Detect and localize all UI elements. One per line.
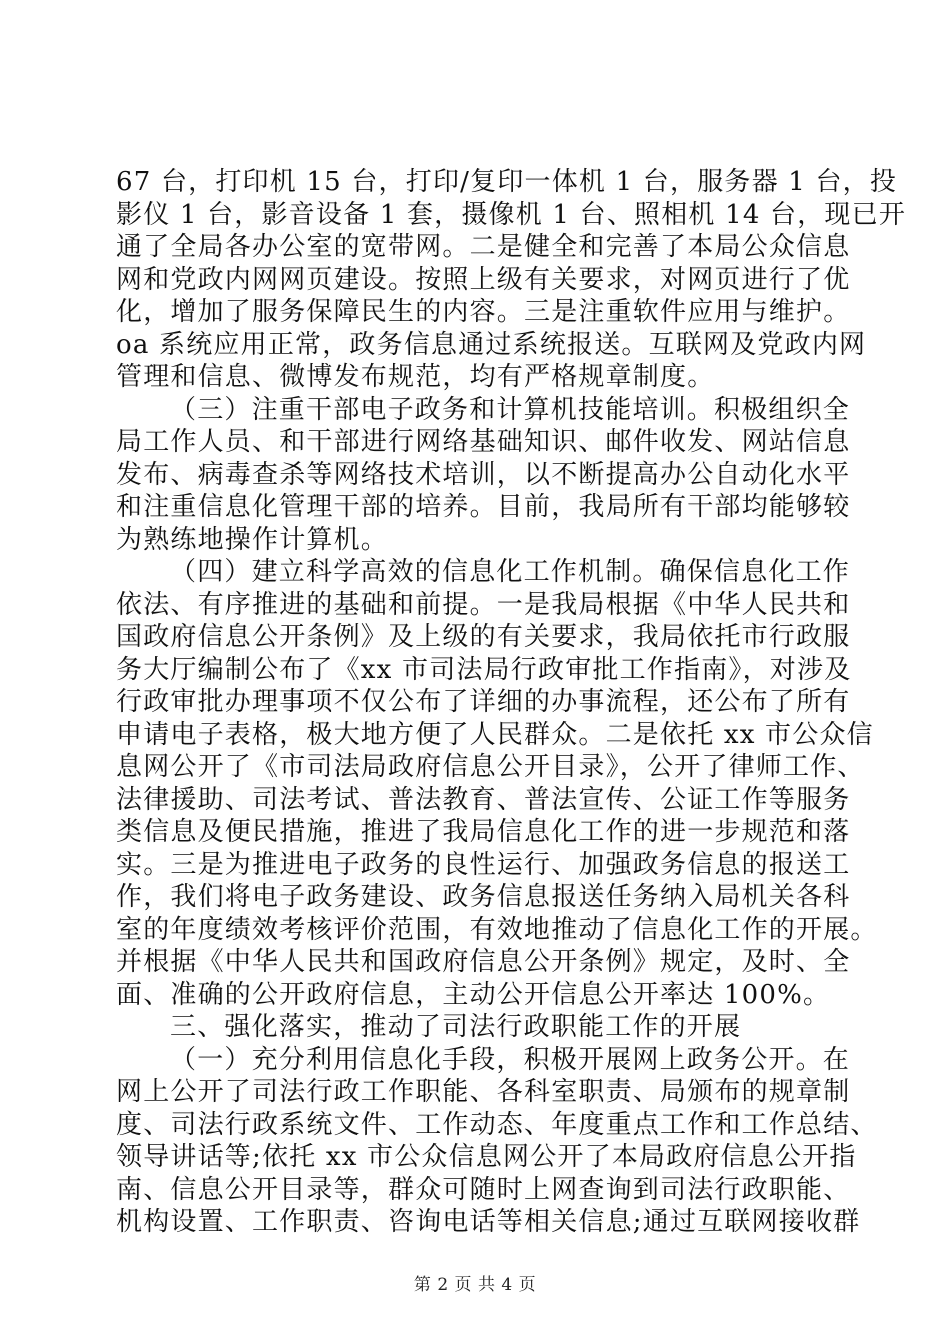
text-line-content: （一）充分利用信息化手段，积极开展网上政务公开。在 [170,1044,851,1075]
text-line: 管理和信息、微博发布规范，均有严格规章制度。 [116,362,715,392]
text-line: 为熟练地操作计算机。 [116,524,389,555]
text-line: 国政府信息公开条例》及上级的有关要求，我局依托市行政服 [116,622,851,652]
paragraph-mechanism [116,556,878,1011]
text-line: 发布、病毒查杀等网络技术培训，以不断提高办公自动化水平 [116,459,851,490]
text-line: 局工作人员、和干部进行网络基础知识、邮件收发、网站信息 [116,427,851,457]
text-line: 行政审批办理事项不仅公布了详细的办事流程，还公布了所有 [116,687,851,717]
text-line: 务大厅编制公布了《xx 市司法局行政审批工作指南》，对涉及 [116,654,852,685]
text-line [116,556,851,589]
text-line [116,394,851,427]
text-line: 依法、有序推进的基础和前提。一是我局根据《中华人民共和 [116,589,851,620]
text-line: 室的年度绩效考核评价范围，有效地推动了信息化工作的开展。 [116,914,878,945]
page-number-footer: 第 2 页 共 4 页 [413,1275,537,1295]
text-line: 息网公开了《市司法局政府信息公开目录》，公开了律师工作、 [116,752,865,782]
paragraph-training [116,394,851,557]
text-line-content: （四）建立科学高效的信息化工作机制。确保信息化工作 [170,557,851,587]
section-heading [116,1011,836,1044]
text-line: 化，增加了服务保障民生的内容。三是注重软件应用与维护。 [116,297,851,327]
text-line: 和注重信息化管理干部的培养。目前，我局所有干部均能够较 [116,492,851,522]
text-line: oa 系统应用正常，政务信息通过系统报送。互联网及党政内网 [116,329,867,360]
document-body [116,166,907,1239]
paragraph-equipment [116,166,907,394]
paragraph-online-disclosure [116,1044,878,1239]
text-line: 机构设置、工作职责、咨询电话等相关信息;通过互联网接收群 [116,1207,861,1237]
text-line: 并根据《中华人民共和国政府信息公开条例》规定，及时、全 [116,947,851,977]
text-line: 影仪 1 台，影音设备 1 套，摄像机 1 台、照相机 14 台，现已开 [116,199,907,230]
text-line: 类信息及便民措施，推进了我局信息化工作的进一步规范和落 [116,817,851,847]
text-line: 申请电子表格，极大地方便了人民群众。二是依托 xx 市公众信 [116,719,874,750]
text-line: 领导讲话等;依托 xx 市公众信息网公开了本局政府信息公开指 [116,1142,857,1172]
text-line [116,1044,851,1077]
text-line: 法律援助、司法考试、普法教育、普法宣传、公证工作等服务 [116,784,851,815]
text-line: 网和党政内网网页建设。按照上级有关要求，对网页进行了优 [116,264,851,295]
text-line: 面、准确的公开政府信息，主动公开信息公开率达 100%。 [116,979,831,1010]
text-line: 作，我们将电子政务建设、政务信息报送任务纳入局机关各科 [116,882,851,912]
heading-text: 三、强化落实，推动了司法行政职能工作的开展 [170,1012,742,1042]
text-line [116,1011,836,1044]
text-line: 通了全局各办公室的宽带网。二是健全和完善了本局公众信息 [116,232,851,262]
text-line: 实。三是为推进电子政务的良性运行、加强政务信息的报送工 [116,849,851,880]
text-line: 67 台，打印机 15 台，打印/复印一体机 1 台，服务器 1 台，投 [116,167,898,197]
text-line-content: （三）注重干部电子政务和计算机技能培训。积极组织全 [170,394,851,425]
text-line: 网上公开了司法行政工作职能、各科室职责、局颁布的规章制 [116,1077,851,1107]
text-line: 度、司法行政系统文件、工作动态、年度重点工作和工作总结、 [116,1109,878,1140]
text-line: 南、信息公开目录等，群众可随时上网查询到司法行政职能、 [116,1174,851,1205]
